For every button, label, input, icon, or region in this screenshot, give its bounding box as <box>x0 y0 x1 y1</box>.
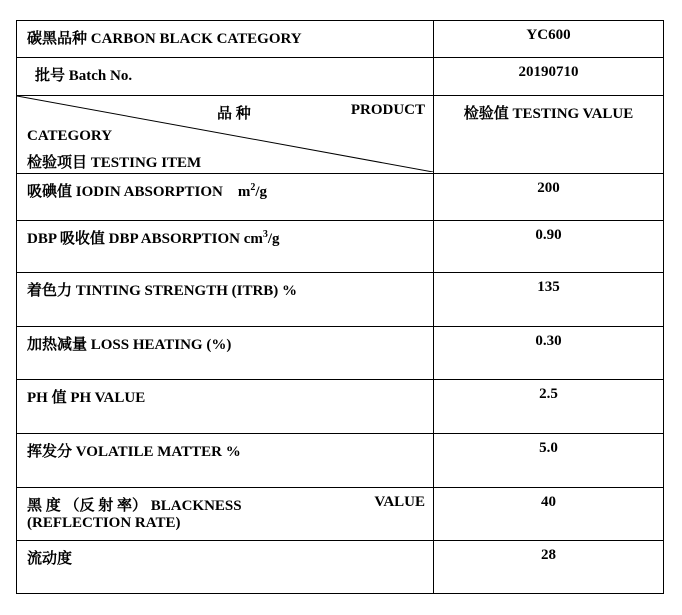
item-label-tinting: 着色力 TINTING STRENGTH (ITRB) % <box>17 273 434 327</box>
item-row-volatile <box>17 434 664 488</box>
item-value-loss-heating: 0.30 <box>434 327 664 380</box>
item-value-volatile: 5.0 <box>434 434 664 488</box>
item-label-volatile: 挥发分 VOLATILE MATTER % <box>17 434 434 488</box>
header-row <box>17 96 664 174</box>
item-label-loss-heating: 加热减量 LOSS HEATING (%) <box>17 327 434 380</box>
diag-top-right-text: PRODUCT <box>350 102 425 118</box>
item-value-iodine: 200 <box>434 174 664 221</box>
item-label-dbp: DBP 吸收值 DBP ABSORPTION $cm^3/g$ <box>17 221 434 273</box>
category-value: YC600 <box>434 21 664 58</box>
value-header: 检验值 TESTING VALUE <box>434 96 664 174</box>
item-label-fluidity: 流动度 <box>17 541 434 594</box>
item-row-loss-heating <box>17 327 664 380</box>
item-row-tinting <box>17 273 664 327</box>
item-value-ph: 2.5 <box>434 380 664 434</box>
batch-value: 20190710 <box>434 58 664 96</box>
item-row-ph <box>17 380 664 434</box>
batch-label: 批号 Batch No. <box>17 58 434 96</box>
item-label-iodine: 吸碘值 IODIN ABSORPTION $m^2/g$ <box>17 174 434 221</box>
item-label-ph: PH 值 PH VALUE <box>17 380 434 434</box>
diag-bottom-text: 检验项目 TESTING ITEM <box>27 155 202 171</box>
item-value-blackness: 40 <box>434 488 664 541</box>
category-label: 碳黑品种 CARBON BLACK CATEGORY <box>17 21 434 58</box>
item-row-iodine <box>17 174 664 221</box>
item-value-dbp: 0.90 <box>434 221 664 273</box>
diag-mid-text: CATEGORY <box>27 128 113 144</box>
item-row-fluidity <box>17 541 664 594</box>
diagonal-header-cell <box>17 96 434 174</box>
category-row <box>17 21 664 58</box>
batch-row <box>17 58 664 96</box>
diag-top-left-text: 品 种 <box>217 106 251 122</box>
item-value-tinting: 135 <box>434 273 664 327</box>
carbon-black-spec-table <box>16 20 664 594</box>
item-label-blackness: 黑 度 （反 射 率） BLACKNESS VALUE (REFLECTION RATE) <box>17 488 434 541</box>
item-row-blackness <box>17 488 664 541</box>
item-row-dbp <box>17 221 664 273</box>
item-value-fluidity: 28 <box>434 541 664 594</box>
